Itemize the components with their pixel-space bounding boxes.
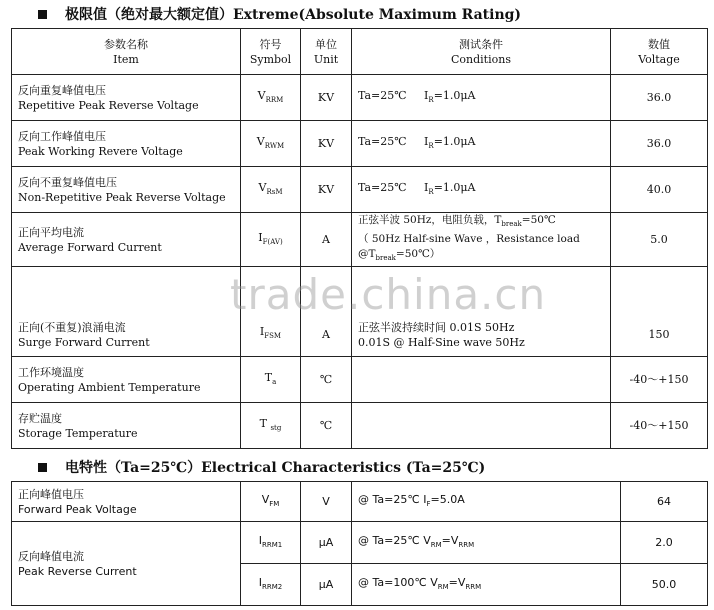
condition-cell <box>352 403 611 449</box>
condition-cell: @ Ta=25℃ $I_F=5.0A$ <box>352 482 621 522</box>
condition-cell: @ Ta=25℃ $V_{RM}=V_{RRM}$ <box>352 522 621 564</box>
square-bullet-icon <box>38 10 47 19</box>
value-cell: 5.0 <box>611 213 708 267</box>
item-cell: 反向峰值电流 Peak Reverse Current <box>12 522 241 606</box>
unit-cell: ℃ <box>301 403 352 449</box>
unit-cell: V <box>301 482 352 522</box>
section-title-extreme-ratings <box>38 4 521 24</box>
section-title-text: 极限值（绝对最大额定值）Extreme(Absolute Maximum Rating) <box>65 7 522 23</box>
symbol-cell: $V_{RsM}$ <box>241 167 301 213</box>
unit-cell: μA <box>301 564 352 606</box>
item-cell: 正向峰值电压 Forward Peak Voltage <box>12 482 241 522</box>
unit-cell: A <box>301 213 352 267</box>
value-cell: 36.0 <box>611 75 708 121</box>
header-item: 参数名称 Item <box>12 29 241 75</box>
item-cell: 正向平均电流 Average Forward Current <box>12 213 241 267</box>
unit-cell: μA <box>301 522 352 564</box>
unit-cell: KV <box>301 75 352 121</box>
unit-cell: KV <box>301 121 352 167</box>
condition-cell: 正弦半波 50Hz，电阻负载，$T_{break}=50℃$ （ 50Hz Half-sine Wave ，Resistance load $@T_{break}=50℃$） <box>352 213 611 267</box>
value-cell: 150 <box>611 309 708 357</box>
condition-cell <box>352 357 611 403</box>
header-unit: 单位 Unit <box>301 29 352 75</box>
table-row <box>12 309 708 357</box>
table-row <box>12 357 708 403</box>
item-cell: 反向重复峰值电压 Repetitive Peak Reverse Voltage <box>12 75 241 121</box>
blank-row <box>12 267 708 309</box>
item-cell: 正向(不重复)浪涌电流 Surge Forward Current <box>12 309 241 357</box>
symbol-cell: T $_{stg}$ <box>241 403 301 449</box>
unit-cell: ℃ <box>301 357 352 403</box>
unit-cell: A <box>301 309 352 357</box>
item-cell: 反向不重复峰值电压 Non-Repetitive Peak Reverse Voltage <box>12 167 241 213</box>
electrical-characteristics-table <box>11 481 708 606</box>
item-cell: 反向工作峰值电压 Peak Working Revere Voltage <box>12 121 241 167</box>
value-cell: -40～+150 <box>611 357 708 403</box>
value-cell: 64 <box>621 482 708 522</box>
unit-cell: KV <box>301 167 352 213</box>
extreme-ratings-table <box>11 28 708 449</box>
section-title-electrical <box>38 457 485 477</box>
item-cell: 存贮温度 Storage Temperature <box>12 403 241 449</box>
table-row <box>12 213 708 267</box>
watermark: trade.china.cn <box>230 270 547 319</box>
symbol-cell: $I_{F(AV)}$ <box>241 213 301 267</box>
table-row <box>12 522 708 564</box>
value-cell: 40.0 <box>611 167 708 213</box>
condition-cell: 正弦半波持续时间 0.01S 50Hz 0.01S @ Half-Sine wave 50Hz <box>352 309 611 357</box>
value-cell: -40～+150 <box>611 403 708 449</box>
value-cell: 50.0 <box>621 564 708 606</box>
item-cell: 工作环境温度 Operating Ambient Temperature <box>12 357 241 403</box>
condition-cell: Ta=25℃ $I_R=1.0\mu A$ <box>352 75 611 121</box>
symbol-cell: $T_a$ <box>241 357 301 403</box>
condition-cell: Ta=25℃ $I_R=1.0\mu A$ <box>352 167 611 213</box>
symbol-cell: $V_{RWM}$ <box>241 121 301 167</box>
symbol-cell: $I_{RRM2}$ <box>241 564 301 606</box>
table-row <box>12 482 708 522</box>
value-cell: 2.0 <box>621 522 708 564</box>
square-bullet-icon <box>38 463 47 472</box>
table-row <box>12 403 708 449</box>
symbol-cell: $I_{FSM}$ <box>241 309 301 357</box>
header-value: 数值 Voltage <box>611 29 708 75</box>
table-header-row <box>12 29 708 75</box>
symbol-cell: $V_{FM}$ <box>241 482 301 522</box>
value-cell: 36.0 <box>611 121 708 167</box>
condition-cell: Ta=25℃ $I_R=1.0\mu A$ <box>352 121 611 167</box>
symbol-cell: $I_{RRM1}$ <box>241 522 301 564</box>
symbol-cell: $V_{RRM}$ <box>241 75 301 121</box>
header-symbol: 符号 Symbol <box>241 29 301 75</box>
header-conditions: 测试条件 Conditions <box>352 29 611 75</box>
section-title-text: 电特性（Ta=25℃）Electrical Characteristics (Ta=25℃) <box>65 460 486 476</box>
table-row <box>12 121 708 167</box>
table-row <box>12 167 708 213</box>
table-row <box>12 75 708 121</box>
condition-cell: @ Ta=100℃ $V_{RM}=V_{RRM}$ <box>352 564 621 606</box>
